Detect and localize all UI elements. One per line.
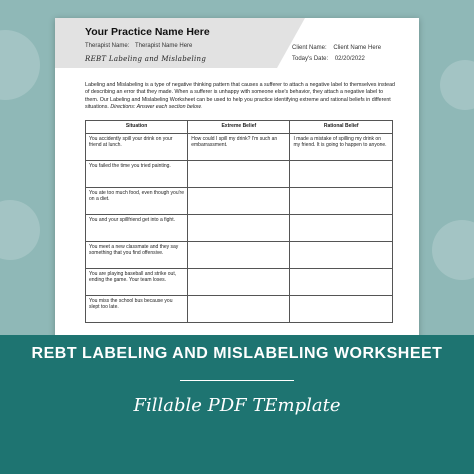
background-circle-top-right <box>440 60 474 110</box>
rational-belief-cell[interactable] <box>290 188 393 215</box>
date-label: Today's Date: <box>292 56 329 62</box>
rational-belief-cell[interactable] <box>290 161 393 188</box>
situation-cell: You failed the time you tried painting. <box>86 161 188 188</box>
client-value[interactable]: Client Name Here <box>333 45 382 51</box>
banner-subtitle: Fillable PDF TEmplate <box>133 395 341 416</box>
client-label: Client Name: <box>292 45 327 51</box>
worksheet-table <box>85 120 393 323</box>
intro-directions: Directions: Answer each section below. <box>110 104 203 111</box>
table-row <box>86 296 393 323</box>
situation-cell: You miss the school bus because you slept too late. <box>86 296 188 323</box>
table-row <box>86 161 393 188</box>
extreme-belief-cell[interactable] <box>188 188 290 215</box>
extreme-belief-cell[interactable] <box>188 161 290 188</box>
table-row <box>86 188 393 215</box>
rational-belief-cell[interactable] <box>290 269 393 296</box>
rational-belief-cell[interactable] <box>290 242 393 269</box>
worksheet-title: REBT Labeling and Mislabeling <box>85 55 207 63</box>
table-row <box>86 269 393 296</box>
table-row <box>86 215 393 242</box>
situation-cell: You meet a new classmate and they say something that you find offensive. <box>86 242 188 269</box>
background-circle-top-left <box>0 30 40 100</box>
banner-title: REBT LABELING AND MISLABELING WORKSHEET <box>31 345 443 362</box>
header-extreme-belief: Extreme Belief <box>188 121 290 134</box>
header-situation: Situation <box>86 121 188 134</box>
client-name-line <box>292 45 381 51</box>
background-circle-right <box>432 220 474 280</box>
date-line <box>292 56 365 62</box>
rational-belief-cell[interactable] <box>290 296 393 323</box>
background-circle-left <box>0 200 40 260</box>
situation-cell: You accidently spill your drink on your friend at lunch. <box>86 134 188 161</box>
practice-name: Your Practice Name Here <box>85 26 210 38</box>
rational-belief-cell[interactable]: I made a mistake of spilling my drink on my friend. It is going to happen to anyone. <box>290 134 393 161</box>
therapist-line <box>85 43 192 49</box>
situation-cell: You ate too much food, even though you're on a diet. <box>86 188 188 215</box>
therapist-label: Therapist Name: <box>85 43 130 49</box>
intro-text: Labeling and Mislabeling is a type of negative thinking pattern that causes a sufferer to attach a negative label to themselves instead of describing an error that they made. When a sufferer is unhappy with someone else's behavior, they attach a negative label to them. Our Labeling and Mislabeling Worksheet can be used to help you practice identifying extreme and rational beliefs in different situations. <box>85 82 395 111</box>
table-row <box>86 242 393 269</box>
extreme-belief-cell[interactable] <box>188 296 290 323</box>
table-header-row <box>86 121 393 134</box>
extreme-belief-cell[interactable] <box>188 269 290 296</box>
header-rational-belief: Rational Belief <box>290 121 393 134</box>
situation-cell: You and your spillfriend get into a fight. <box>86 215 188 242</box>
situation-cell: You are playing baseball and strike out, ending the game. Your team loses. <box>86 269 188 296</box>
extreme-belief-cell[interactable] <box>188 215 290 242</box>
banner-divider <box>180 380 294 381</box>
date-value[interactable]: 02/20/2022 <box>334 56 365 62</box>
extreme-belief-cell[interactable] <box>188 242 290 269</box>
extreme-belief-cell[interactable]: How could I spill my drink? I'm such an embarrassment. <box>188 134 290 161</box>
intro-paragraph <box>85 82 395 112</box>
therapist-value[interactable]: Therapist Name Here <box>135 43 193 49</box>
table-row <box>86 134 393 161</box>
rational-belief-cell[interactable] <box>290 215 393 242</box>
